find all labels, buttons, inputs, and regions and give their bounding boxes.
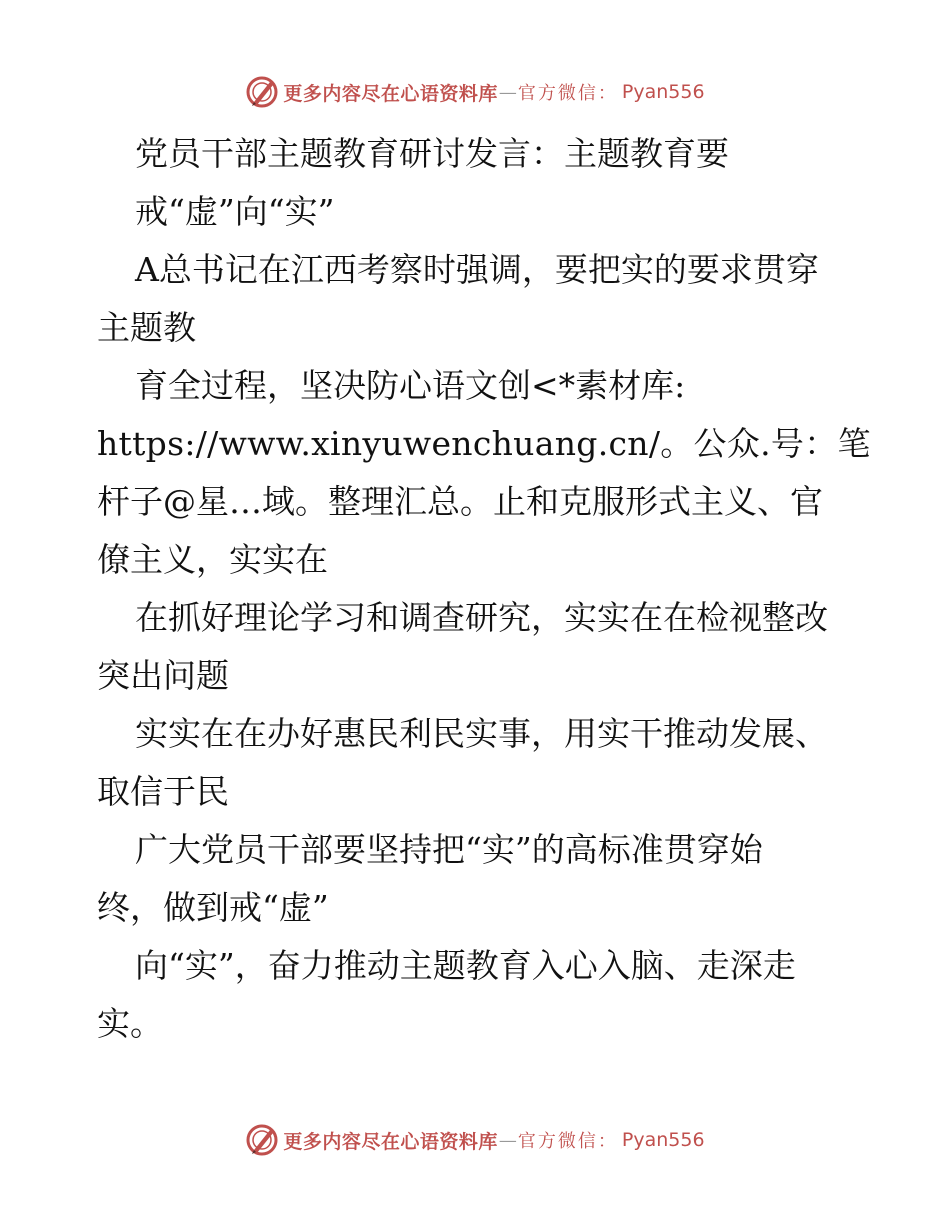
paragraph-2 bbox=[97, 357, 871, 589]
paragraph-4 bbox=[97, 705, 857, 821]
paragraph-4-line-2: 取信于民 bbox=[97, 772, 229, 811]
document-body bbox=[97, 125, 871, 1053]
paragraph-6 bbox=[97, 937, 857, 1053]
footer-banner bbox=[0, 1120, 950, 1160]
title-line-2: 戒“虚”向“实” bbox=[135, 192, 335, 231]
pen-circle-logo-icon bbox=[245, 75, 279, 109]
paragraph-1-line-1: A总书记在江西考察时强调，要把实的要求贯穿 bbox=[135, 250, 819, 289]
banner-dash: — bbox=[498, 1129, 517, 1151]
banner-wechat-id: Pyan556 bbox=[621, 1129, 705, 1151]
paragraph-2-line-4: 僚主义，实实在 bbox=[97, 540, 328, 579]
paragraph-3 bbox=[97, 589, 857, 705]
banner-main-text: 更多内容尽在心语资料库 bbox=[283, 82, 498, 105]
title bbox=[97, 125, 857, 241]
banner-main-text: 更多内容尽在心语资料库 bbox=[283, 1130, 498, 1153]
paragraph-6-line-2: 实。 bbox=[97, 1004, 163, 1043]
paragraph-5 bbox=[97, 821, 857, 937]
title-line-1: 党员干部主题教育研讨发言：主题教育要 bbox=[135, 134, 729, 173]
paragraph-5-line-2: 终，做到戒“虚” bbox=[97, 888, 329, 927]
paragraph-2-line-1: 育全过程，坚决防心语文创<*素材库: bbox=[135, 366, 686, 405]
banner-wechat-label: 官方微信： bbox=[517, 83, 618, 104]
banner-wechat-id: Pyan556 bbox=[621, 81, 705, 103]
paragraph-3-line-2: 突出问题 bbox=[97, 656, 229, 695]
paragraph-2-line-3: 杆子@星…域。整理汇总。止和克服形式主义、官 bbox=[97, 482, 823, 521]
paragraph-6-line-1: 向“实”，奋力推动主题教育入心入脑、走深走 bbox=[135, 946, 796, 985]
header-banner bbox=[0, 72, 950, 112]
banner-dash: — bbox=[498, 81, 517, 103]
banner-wechat-label: 官方微信： bbox=[517, 1131, 618, 1152]
paragraph-4-line-1: 实实在在办好惠民利民实事，用实干推动发展、 bbox=[135, 714, 828, 753]
paragraph-5-line-1: 广大党员干部要坚持把“实”的高标准贯穿始 bbox=[135, 830, 763, 869]
paragraph-3-line-1: 在抓好理论学习和调查研究，实实在在检视整改 bbox=[135, 598, 828, 637]
paragraph-1-line-2: 主题教 bbox=[97, 308, 196, 347]
pen-circle-logo-icon bbox=[245, 1123, 279, 1157]
paragraph-2-line-2: https://www.xinyuwenchuang.cn/。公众.号：笔 bbox=[97, 424, 871, 463]
paragraph-1 bbox=[97, 241, 857, 357]
